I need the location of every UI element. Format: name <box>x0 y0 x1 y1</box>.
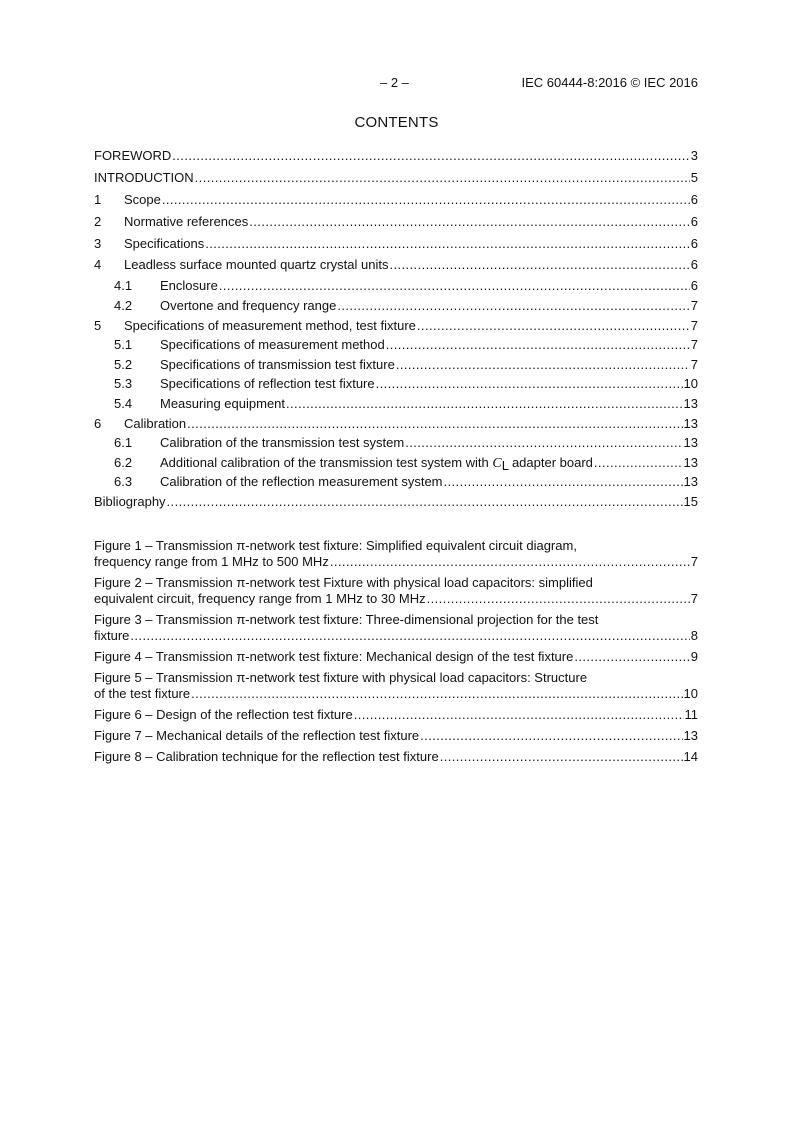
toc-number: 6.3 <box>114 474 133 490</box>
leader-dots <box>386 335 690 355</box>
toc-label-pre: Additional calibration of the transmission test system with <box>160 454 493 470</box>
toc-entry-enclosure[interactable] <box>94 276 698 296</box>
toc-number: 4 <box>94 257 102 273</box>
figure-caption-line2: fixture <box>94 628 130 643</box>
page-header <box>94 75 698 91</box>
figure-caption-line1: Figure 1 – Transmission π-network test fixture: Simplified equivalent circuit diagram, <box>94 538 577 553</box>
toc-entry-measuring-equipment[interactable] <box>94 394 698 414</box>
toc-number: 6.1 <box>114 435 133 451</box>
figure-caption: Figure 6 – Design of the reflection test fixture <box>94 707 353 722</box>
figure-entry-7[interactable] <box>94 728 698 744</box>
toc-number: 1 <box>94 191 102 207</box>
contents-title: CONTENTS <box>354 114 439 131</box>
leader-dots <box>130 628 689 644</box>
toc-page: 7 <box>690 297 698 313</box>
leader-dots <box>205 233 690 255</box>
toc-label: INTRODUCTION <box>94 169 194 185</box>
figure-page: 7 <box>690 554 698 569</box>
toc-entry-reflection-calibration[interactable] <box>94 472 698 492</box>
leader-dots <box>354 707 684 723</box>
page-number: – 2 – <box>380 75 409 90</box>
figure-caption-line1: Figure 5 – Transmission π-network test fixture with physical load capacitors: Structure <box>94 670 588 685</box>
figure-page: 8 <box>690 628 698 643</box>
figure-caption: Figure 8 – Calibration technique for the reflection test fixture <box>94 749 439 764</box>
toc-entry-reflection-fixture[interactable] <box>94 374 698 394</box>
leader-dots <box>337 296 689 316</box>
toc-label: Normative references <box>124 213 249 229</box>
figure-caption: Figure 4 – Transmission π-network test fixture: Mechanical design of the test fixture <box>94 649 574 664</box>
leader-dots <box>376 374 683 394</box>
toc-number: 6.2 <box>114 454 133 470</box>
toc-label: Calibration of the reflection measurement system <box>160 474 443 490</box>
table-of-contents <box>94 145 698 511</box>
toc-label: Calibration of the transmission test system <box>160 435 405 451</box>
toc-number: 4.2 <box>114 297 133 313</box>
toc-entry-normative-references[interactable] <box>94 211 698 233</box>
figure-entry-5[interactable] <box>94 670 698 702</box>
leader-dots <box>286 394 683 414</box>
capacitance-subscript: L <box>501 457 509 473</box>
figure-entry-1[interactable] <box>94 538 698 570</box>
toc-label: Overtone and frequency range <box>160 297 337 313</box>
toc-page: 13 <box>683 454 698 470</box>
figure-entry-3[interactable] <box>94 612 698 644</box>
figure-entry-8[interactable] <box>94 749 698 765</box>
leader-dots <box>417 316 690 336</box>
figure-page: 14 <box>683 749 698 764</box>
toc-entry-overtone[interactable] <box>94 296 698 316</box>
toc-number: 6 <box>94 415 102 431</box>
toc-label: Enclosure <box>160 278 218 294</box>
toc-page: 13 <box>683 435 698 451</box>
figure-page: 11 <box>684 707 698 722</box>
toc-label: FOREWORD <box>94 148 172 163</box>
toc-entry-transmission-fixture[interactable] <box>94 355 698 375</box>
toc-label: Leadless surface mounted quartz crystal units <box>124 257 389 273</box>
figure-caption: Figure 7 – Mechanical details of the reflection test fixture <box>94 728 420 743</box>
figure-page: 13 <box>683 728 698 743</box>
leader-dots <box>440 749 683 765</box>
leader-dots <box>191 686 682 702</box>
toc-page: 6 <box>690 213 698 229</box>
leader-dots <box>420 728 682 744</box>
figure-page: 9 <box>690 649 698 664</box>
toc-label-post: adapter board <box>511 454 593 470</box>
toc-page: 5 <box>690 169 698 185</box>
toc-page: 6 <box>690 257 698 273</box>
toc-number: 2 <box>94 213 102 229</box>
leader-dots <box>574 649 689 665</box>
toc-number: 3 <box>94 235 102 251</box>
toc-label: Scope <box>124 191 161 207</box>
figure-caption-line2: equivalent circuit, frequency range from 1 MHz to 30 MHz <box>94 591 426 606</box>
leader-dots <box>444 472 683 492</box>
toc-entry-additional-calibration[interactable] <box>94 453 698 473</box>
leader-dots <box>219 276 690 296</box>
toc-number: 5.3 <box>114 376 133 392</box>
figure-caption-line2: frequency range from 1 MHz to 500 MHz <box>94 554 329 569</box>
list-of-figures <box>94 538 698 770</box>
toc-entry-introduction[interactable] <box>94 167 698 189</box>
toc-entry-measurement-method[interactable] <box>94 335 698 355</box>
standard-reference: IEC 60444-8:2016 © IEC 2016 <box>521 75 698 90</box>
toc-label: Specifications of reflection test fixture <box>160 376 375 392</box>
toc-label: Measuring equipment <box>160 395 286 411</box>
toc-page: 6 <box>690 278 698 294</box>
leader-dots <box>389 254 689 276</box>
leader-dots <box>162 189 690 211</box>
toc-entry-transmission-calibration[interactable] <box>94 433 698 453</box>
leader-dots <box>405 433 682 453</box>
toc-entry-leadless-units[interactable] <box>94 254 698 276</box>
toc-entry-calibration[interactable] <box>94 414 698 434</box>
toc-page: 10 <box>683 376 698 392</box>
toc-page: 7 <box>690 337 698 353</box>
leader-dots <box>330 554 690 570</box>
figure-caption-line2: of the test fixture <box>94 686 191 701</box>
toc-page: 7 <box>690 356 698 372</box>
leader-dots <box>427 591 690 607</box>
figure-caption-line1: Figure 3 – Transmission π-network test fixture: Three-dimensional projection for the test <box>94 612 599 627</box>
leader-dots <box>396 355 690 375</box>
toc-label: Specifications of measurement method, test fixture <box>124 317 416 333</box>
toc-page: 13 <box>683 395 698 411</box>
toc-label: Specifications of transmission test fixture <box>160 356 395 372</box>
toc-entry-bibliography[interactable] <box>94 492 698 512</box>
toc-page: 7 <box>690 317 698 333</box>
leader-dots <box>172 145 689 167</box>
capacitance-symbol: C <box>492 455 502 471</box>
toc-page: 13 <box>683 415 698 431</box>
toc-number: 5 <box>94 317 102 333</box>
toc-number: 5.2 <box>114 356 133 372</box>
leader-dots <box>167 492 683 512</box>
figure-entry-2[interactable] <box>94 575 698 607</box>
toc-page: 6 <box>690 191 698 207</box>
leader-dots <box>187 414 682 434</box>
toc-page: 6 <box>690 235 698 251</box>
figure-page: 10 <box>683 686 698 701</box>
toc-label: Calibration <box>124 415 187 431</box>
figure-caption-line1: Figure 2 – Transmission π-network test Fixture with physical load capacitors: simplified <box>94 575 593 590</box>
toc-page: 3 <box>690 148 698 163</box>
leader-dots <box>594 453 683 473</box>
leader-dots <box>195 167 690 189</box>
figure-page: 7 <box>690 591 698 606</box>
leader-dots <box>249 211 689 233</box>
toc-entry-specifications[interactable] <box>94 233 698 255</box>
toc-entry-scope[interactable] <box>94 189 698 211</box>
toc-page: 15 <box>683 493 698 509</box>
toc-label: Specifications <box>124 235 205 251</box>
toc-page: 13 <box>683 474 698 490</box>
toc-number: 5.1 <box>114 337 133 353</box>
toc-number: 4.1 <box>114 278 133 294</box>
figure-entry-4[interactable] <box>94 649 698 665</box>
toc-label: Specifications of measurement method <box>160 337 385 353</box>
toc-entry-foreword[interactable] <box>94 145 698 167</box>
figure-entry-6[interactable] <box>94 707 698 723</box>
toc-label: Bibliography <box>94 493 166 509</box>
toc-number: 5.4 <box>114 395 133 411</box>
toc-entry-measurement-specs[interactable] <box>94 316 698 336</box>
